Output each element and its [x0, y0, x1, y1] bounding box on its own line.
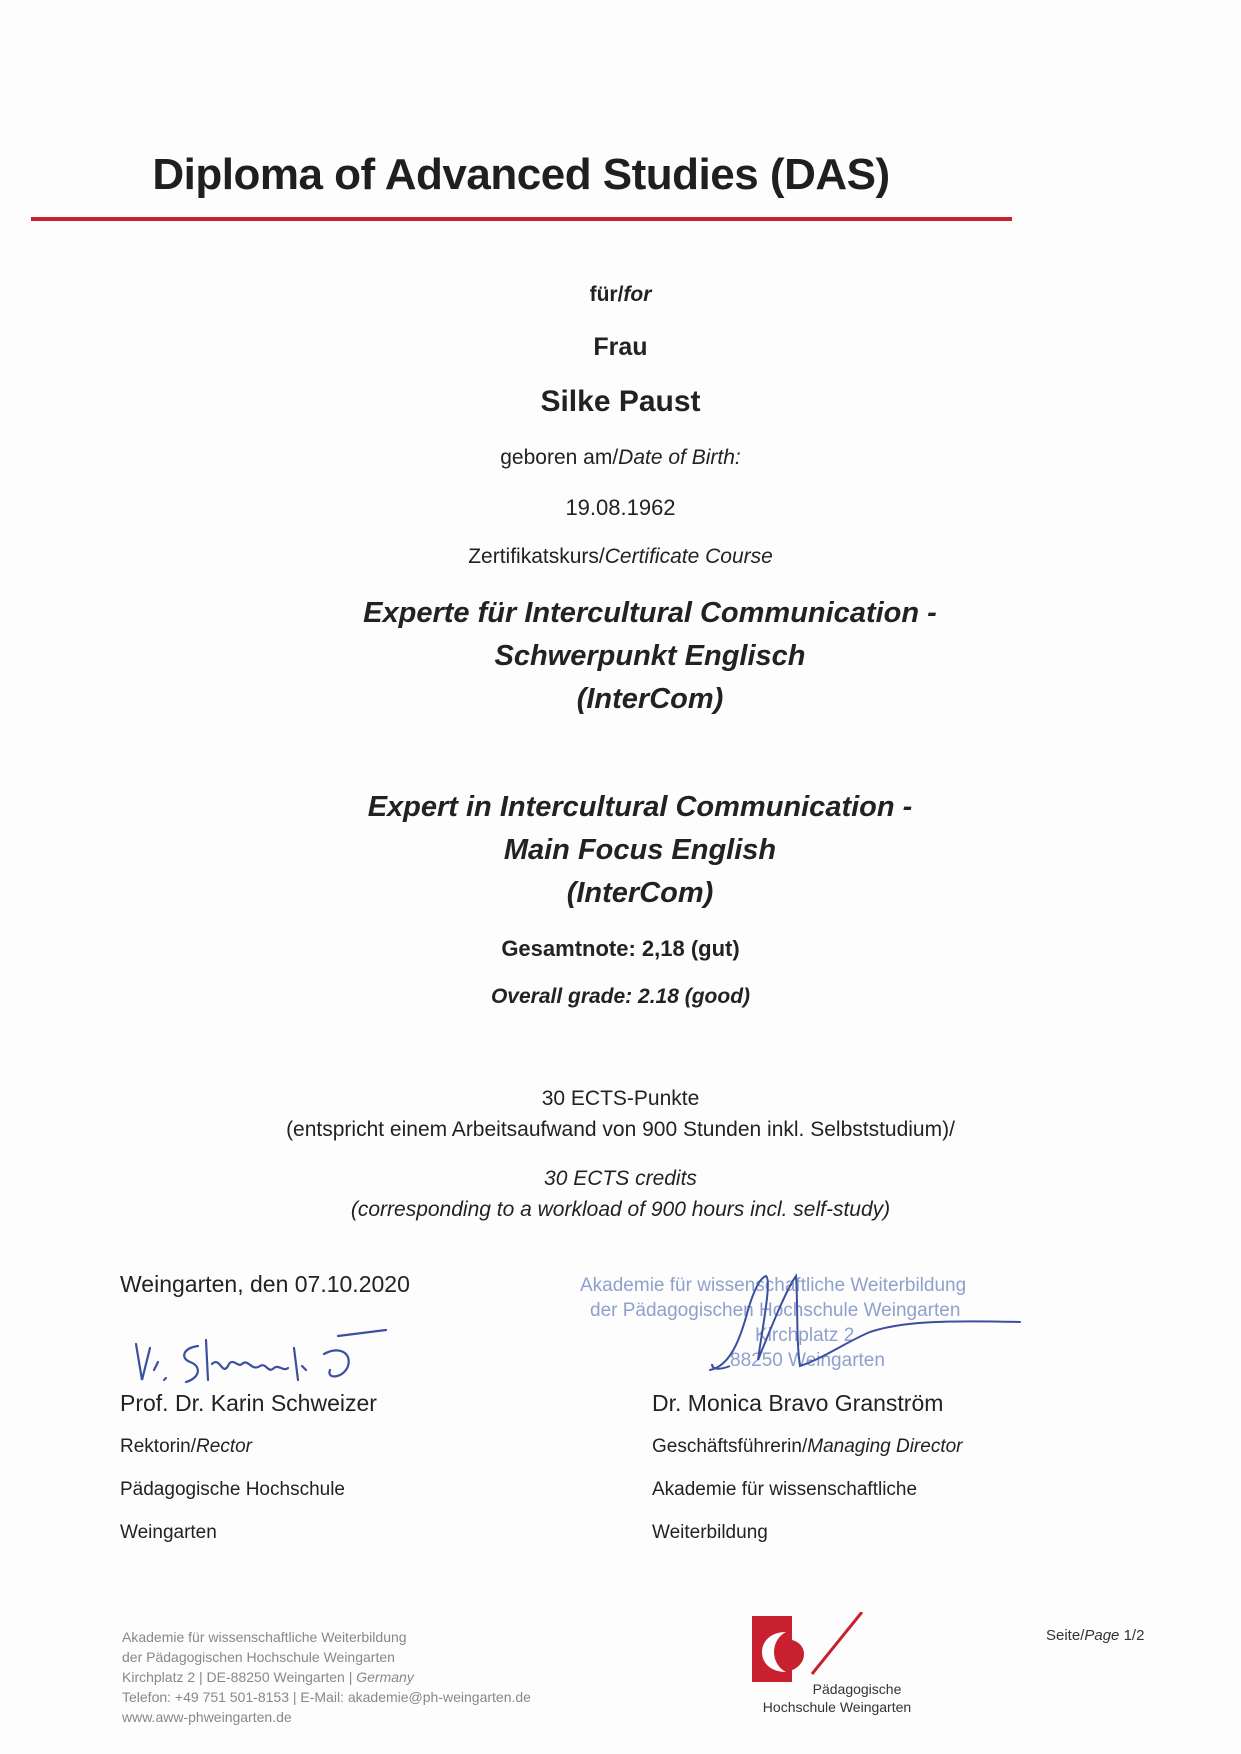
- course-en-line: Main Focus English: [503, 834, 777, 866]
- left-signer-city: Weingarten: [120, 1522, 217, 1543]
- signature-right: [700, 1270, 1040, 1380]
- course-de-line: (InterCom): [576, 683, 724, 715]
- ects-en-line: 30 ECTS credits: [544, 1167, 697, 1190]
- ects-de-line: (entspricht einem Arbeitsaufwand von 900 Stunden inkl. Selbststudium)/: [286, 1118, 955, 1141]
- logo-text: [752, 1680, 922, 1716]
- stamp-line: 88250 Weingarten: [730, 1350, 885, 1371]
- ects-de-line: 30 ECTS-Punkte: [541, 1087, 700, 1110]
- ects-en: [0, 1163, 1241, 1225]
- overall-grade-de: Gesamtnote: 2,18 (gut): [501, 936, 740, 961]
- course-en-line: (InterCom): [566, 877, 714, 909]
- place-date: Weingarten, den 07.10.2020: [120, 1271, 410, 1297]
- course-label: [0, 545, 1241, 569]
- stamp-line: der Pädagogischen Hochschule Weingarten: [590, 1300, 961, 1321]
- course-title-de: [340, 592, 960, 721]
- footer-address: [122, 1627, 531, 1727]
- right-signer-unit: Weiterbildung: [652, 1522, 768, 1543]
- page-num: 1/2: [1119, 1627, 1145, 1644]
- left-signer-name: Prof. Dr. Karin Schweizer: [120, 1390, 377, 1416]
- course-en-line: Expert in Intercultural Communication -: [367, 791, 913, 823]
- left-role-de: Rektorin/: [120, 1436, 197, 1457]
- course-label-en: Certificate Course: [604, 545, 773, 568]
- page-number: [1046, 1627, 1144, 1644]
- ects-en-line: (corresponding to a workload of 900 hours incl. self-study): [350, 1198, 891, 1221]
- left-signer-role: [120, 1436, 252, 1458]
- footer-website: www.aww-phweingarten.de: [122, 1709, 292, 1725]
- course-de-line: Experte für Intercultural Communication -: [363, 597, 937, 629]
- right-signer-name: Dr. Monica Bravo Granström: [652, 1390, 944, 1416]
- for-label-en: for: [623, 283, 652, 306]
- footer-country: Germany: [356, 1669, 414, 1685]
- page-label-en: Page: [1084, 1627, 1120, 1644]
- footer-address-text: Kirchplatz 2 | DE-88250 Weingarten |: [122, 1669, 357, 1685]
- for-label: [0, 283, 1241, 307]
- overall-grade-en: Overall grade: 2.18 (good): [490, 985, 751, 1008]
- dob-label: [0, 446, 1241, 470]
- date-of-birth: 19.08.1962: [565, 495, 676, 520]
- salutation: Frau: [593, 333, 648, 361]
- right-role-de: Geschäftsführerin/: [652, 1436, 808, 1457]
- left-role-en: Rector: [196, 1436, 252, 1457]
- right-signer-role: [652, 1436, 963, 1458]
- course-de-line: Schwerpunkt Englisch: [494, 640, 806, 672]
- for-label-de: für/: [589, 283, 624, 306]
- footer-line: Akademie für wissenschaftliche Weiterbildung: [122, 1629, 407, 1645]
- right-role-en: Managing Director: [807, 1436, 963, 1457]
- dob-label-en: Date of Birth:: [618, 446, 741, 469]
- signature-left: [128, 1318, 418, 1390]
- footer-line: der Pädagogischen Hochschule Weingarten: [122, 1649, 395, 1665]
- stamp-line: Kirchplatz 2: [755, 1325, 855, 1346]
- stamp-line: Akademie für wissenschaftliche Weiterbildung: [580, 1275, 967, 1296]
- footer-line: [122, 1667, 531, 1687]
- dob-label-de: geboren am/: [500, 446, 619, 469]
- left-signer-institution: Pädagogische Hochschule: [120, 1479, 345, 1500]
- page-label-de: Seite/: [1046, 1627, 1085, 1644]
- document-title: Diploma of Advanced Studies (DAS): [152, 150, 890, 199]
- logo-text-line: Hochschule Weingarten: [762, 1699, 912, 1715]
- logo-text-line: Pädagogische: [812, 1681, 902, 1697]
- title-underline: [31, 217, 1012, 221]
- ects-de: [0, 1083, 1241, 1145]
- footer-line: Telefon: +49 751 501-8153 | E-Mail: akademie@ph-weingarten.de: [122, 1689, 531, 1705]
- right-signer-institution: Akademie für wissenschaftliche: [652, 1479, 918, 1500]
- course-title-en: [340, 786, 940, 915]
- course-label-de: Zertifikatskurs/: [468, 545, 605, 568]
- recipient-name: Silke Paust: [540, 385, 701, 418]
